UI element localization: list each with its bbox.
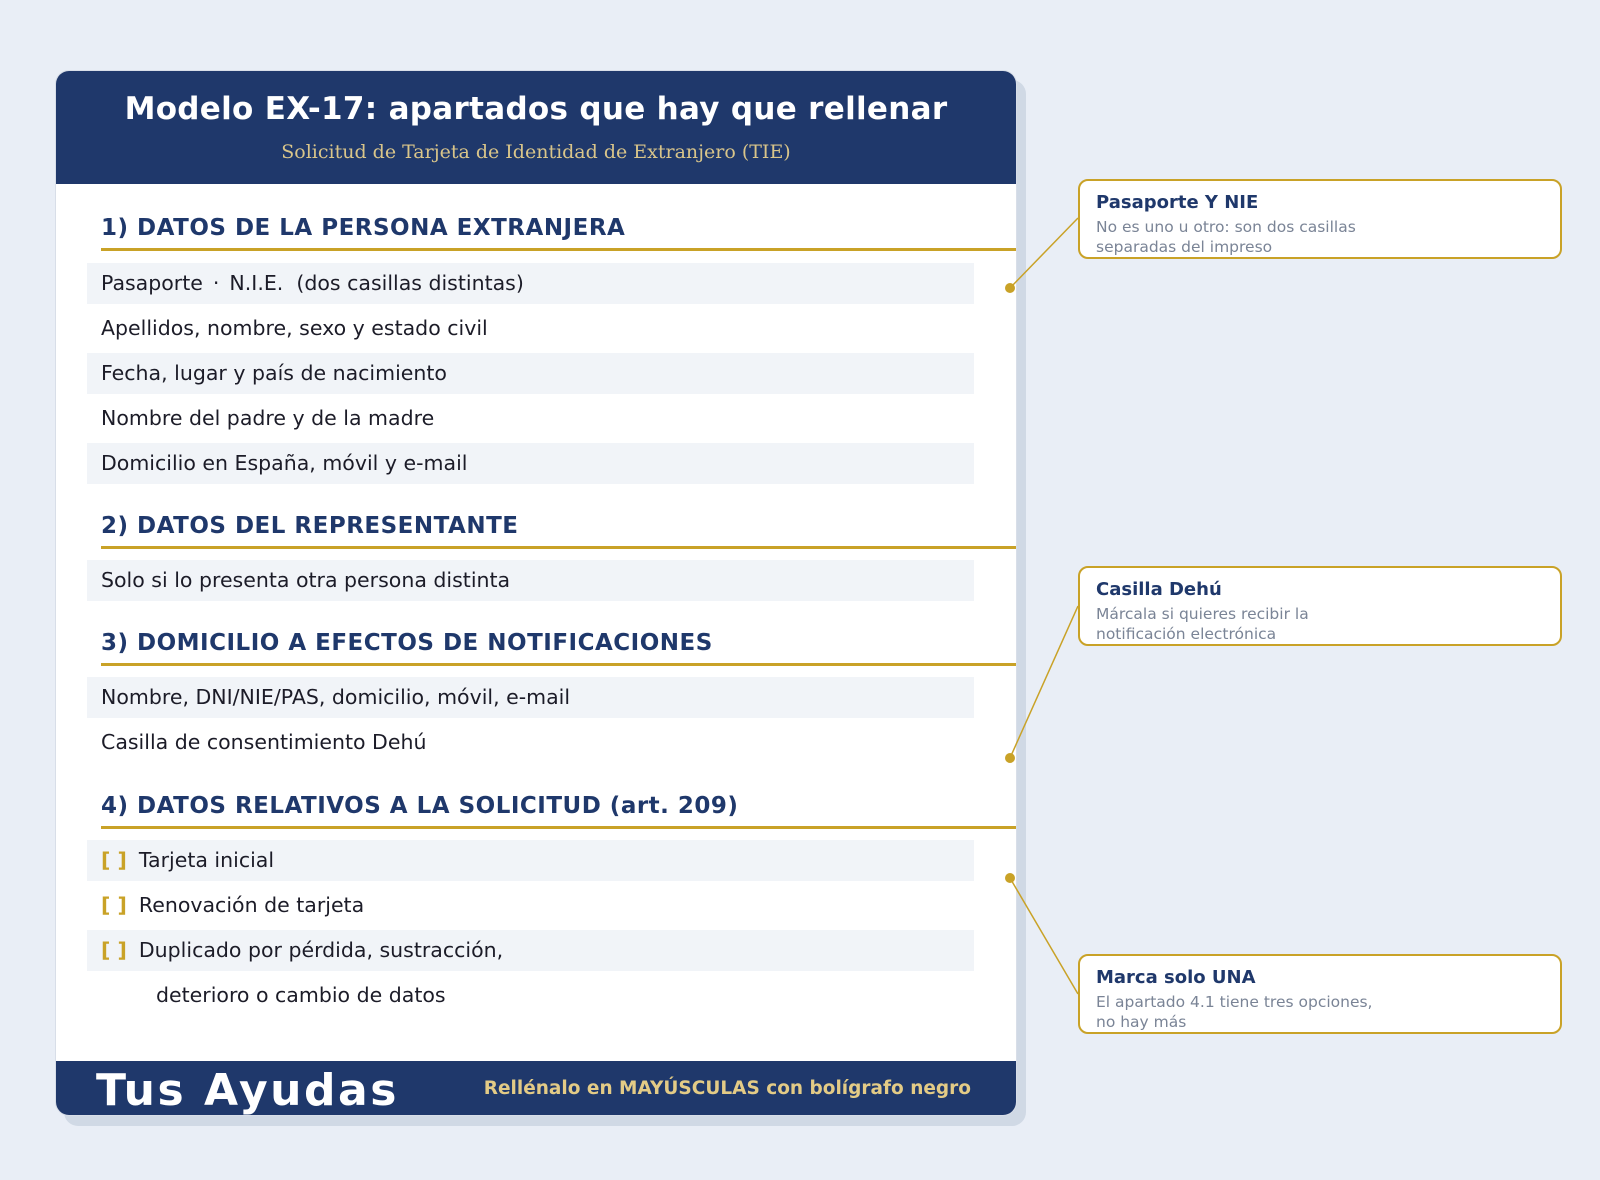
option-label: Renovación de tarjeta bbox=[138, 893, 365, 917]
section-1-row-birth: Fecha, lugar y país de nacimiento bbox=[87, 353, 974, 394]
connector-dot-dehu bbox=[1005, 753, 1015, 763]
connector-line-passport bbox=[1010, 218, 1078, 288]
section-3-row-contact: Nombre, DNI/NIE/PAS, domicilio, móvil, e-mail bbox=[87, 677, 974, 718]
section-1-row-address: Domicilio en España, móvil y e-mail bbox=[87, 443, 974, 484]
section-1-title: 1) DATOS DE LA PERSONA EXTRANJERA bbox=[101, 215, 626, 241]
section-1-row-parents: Nombre del padre y de la madre bbox=[101, 406, 435, 430]
nie-label: N.I.E. bbox=[229, 271, 284, 295]
passport-label: Pasaporte bbox=[101, 271, 203, 295]
option-label: Tarjeta inicial bbox=[138, 848, 275, 872]
checkbox-icon: [ ] bbox=[101, 938, 127, 962]
checkbox-icon: [ ] bbox=[101, 848, 127, 872]
passport-nie-note: (dos casillas distintas) bbox=[296, 271, 524, 295]
section-3-row-dehu: Casilla de consentimiento Dehú bbox=[101, 730, 427, 754]
section-3-title: 3) DOMICILIO A EFECTOS DE NOTIFICACIONES bbox=[101, 630, 713, 656]
section-4-option-duplicate-continued: deterioro o cambio de datos bbox=[156, 983, 446, 1007]
connector-line-options bbox=[1010, 878, 1078, 994]
option-label: Duplicado por pérdida, sustracción, bbox=[138, 938, 504, 962]
checkbox-icon: [ ] bbox=[101, 893, 127, 917]
callout-single-option bbox=[1078, 954, 1562, 1034]
page-subtitle: Solicitud de Tarjeta de Identidad de Extranjero (TIE) bbox=[281, 141, 791, 163]
section-1-row-names: Apellidos, nombre, sexo y estado civil bbox=[101, 316, 488, 340]
section-4-title: 4) DATOS RELATIVOS A LA SOLICITUD (art. 209) bbox=[101, 793, 739, 819]
connector-dot-options bbox=[1005, 873, 1015, 883]
section-2-row-representative: Solo si lo presenta otra persona distinta bbox=[87, 560, 974, 601]
callout-description: No es uno u otro: son dos casillas separadas del impreso bbox=[1096, 218, 1356, 256]
connector-line-dehu bbox=[1010, 606, 1078, 758]
section-2-title: 2) DATOS DEL REPRESENTANTE bbox=[101, 513, 519, 539]
page-title: Modelo EX-17: apartados que hay que rellenar bbox=[124, 91, 948, 127]
callout-dehu bbox=[1078, 566, 1562, 646]
brand-logo: Tus Ayudas bbox=[96, 1065, 399, 1116]
separator-dot: · bbox=[212, 271, 220, 295]
footer-note: Rellénalo en MAYÚSCULAS con bolígrafo negro bbox=[483, 1078, 971, 1099]
callout-description: El apartado 4.1 tiene tres opciones, no hay más bbox=[1096, 993, 1373, 1031]
callout-description: Márcala si quieres recibir la notificación electrónica bbox=[1096, 605, 1309, 643]
callout-title: Pasaporte Y NIE bbox=[1096, 192, 1259, 213]
callout-title: Casilla Dehú bbox=[1096, 579, 1222, 600]
connector-dot-passport bbox=[1005, 283, 1015, 293]
callout-passport-nie bbox=[1078, 179, 1562, 259]
callout-title: Marca solo UNA bbox=[1096, 967, 1256, 988]
